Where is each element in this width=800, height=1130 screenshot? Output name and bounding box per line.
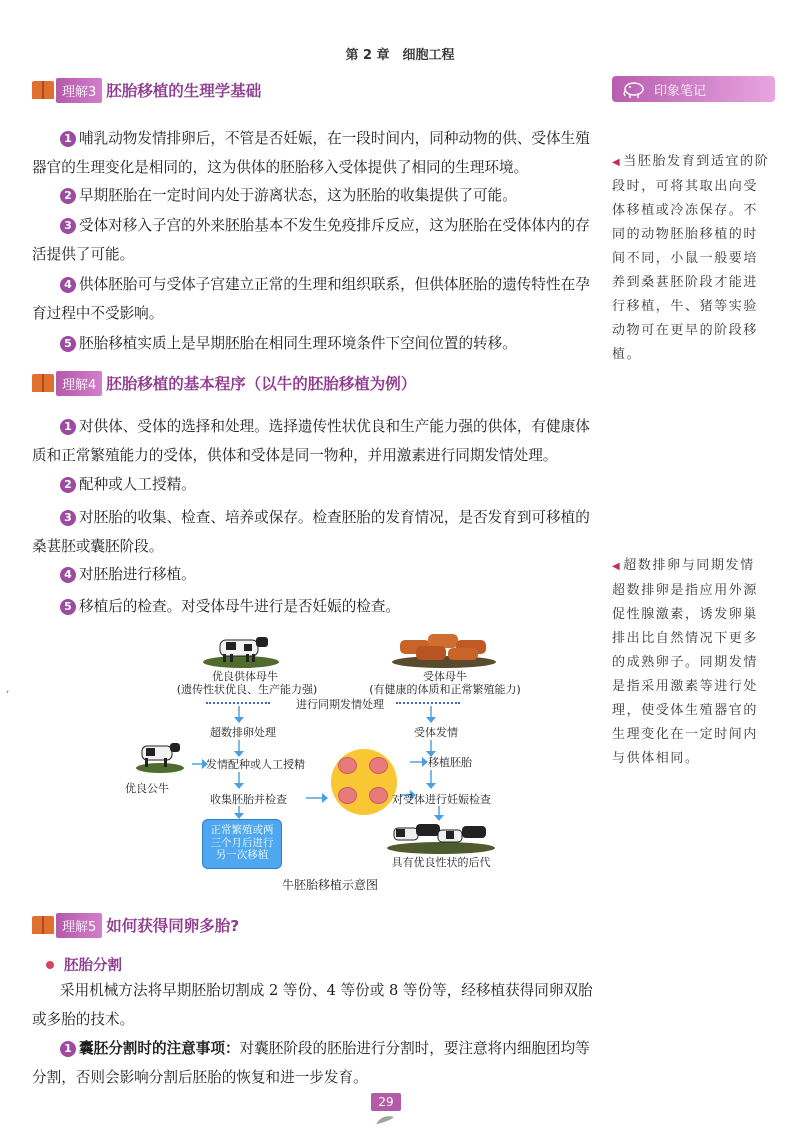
item-text: 哺乳动物发情排卵后，不管是否妊娠，在一段时间内，同种动物的供、受体生殖器官的生理变化是相同的，这为供体的胚胎移入受体提供了相同的生理环境。 bbox=[32, 130, 590, 176]
embryo-transfer-diagram bbox=[125, 628, 521, 896]
bull-label: 优良公牛 bbox=[125, 782, 169, 795]
arrow-down bbox=[238, 772, 240, 784]
arrow-down bbox=[238, 740, 240, 752]
arrow-down bbox=[238, 806, 240, 814]
section-title: 胚胎移植的生理学基础 bbox=[106, 82, 262, 100]
note-title-text: 超数排卵与同期发情 bbox=[623, 558, 755, 573]
donor-label: 优良供体母牛 bbox=[212, 670, 278, 683]
item-bold-lead: 囊胚分割时的注意事项： bbox=[79, 1040, 240, 1057]
recipient-estrus-label: 受体发情 bbox=[414, 726, 458, 739]
notes-header bbox=[612, 76, 775, 102]
bull-image bbox=[134, 738, 186, 774]
number-badge: 1 bbox=[60, 1041, 76, 1057]
section-heading-3 bbox=[32, 78, 261, 102]
arrow-right bbox=[410, 761, 422, 763]
elephant-icon bbox=[622, 80, 646, 98]
s3-item-5 bbox=[32, 329, 602, 358]
section-tag: 理解4 bbox=[56, 371, 102, 396]
triangle-marker-icon: ◀ bbox=[612, 157, 622, 168]
embryo bbox=[369, 787, 388, 804]
s3-item-2 bbox=[32, 181, 602, 210]
chapter-header: 第 2 章 细胞工程 bbox=[345, 48, 455, 63]
book-icon bbox=[32, 916, 54, 934]
s4-item-3 bbox=[32, 503, 602, 561]
item-text: 对胚胎的收集、检查、培养或保存。检查胚胎的发育情况，是否发育到可移植的桑葚胚或囊胚阶段。 bbox=[32, 509, 590, 555]
sync-dotted-line-left bbox=[206, 702, 270, 705]
embryo bbox=[338, 787, 357, 804]
diagram-caption: 牛胚胎移植示意图 bbox=[281, 878, 378, 892]
note-text: 当胚胎发育到适宜的阶段时，可将其取出向受体移植或冷冻保存。不同的动物胚胎移植的时间不同，小鼠一般要培养到桑葚胚阶段才能进行移植，牛、猪等实验动物可在更早的阶段移植。 bbox=[612, 154, 770, 362]
item-text: 移植后的检查。对受体母牛进行是否妊娠的检查。 bbox=[79, 598, 401, 615]
stray-mark: , bbox=[6, 682, 10, 695]
item-text: 胚胎移植实质上是早期胚胎在相同生理环境条件下空间位置的转移。 bbox=[79, 335, 517, 352]
s3-item-4 bbox=[32, 270, 602, 328]
section-heading-5 bbox=[32, 913, 239, 937]
item-text: 早期胚胎在一定时间内处于游离状态，这为胚胎的收集提供了可能。 bbox=[79, 187, 517, 204]
s4-item-1 bbox=[32, 412, 602, 470]
number-badge: 3 bbox=[60, 218, 76, 234]
section-tag: 理解5 bbox=[56, 913, 102, 938]
s3-item-1 bbox=[32, 124, 602, 182]
arrow-down bbox=[430, 740, 432, 752]
book-icon bbox=[32, 374, 54, 392]
number-badge: 3 bbox=[60, 510, 76, 526]
recipient-label: 受体母牛 bbox=[423, 670, 467, 683]
item-text: 受体对移入子宫的外来胚胎基本不发生免疫排斥反应，这为胚胎在受体体内的存活提供了可能。 bbox=[32, 217, 590, 263]
number-badge: 2 bbox=[60, 188, 76, 204]
sidebar-note-1 bbox=[612, 150, 772, 367]
note-title bbox=[612, 554, 772, 579]
mating-label: 发情配种或人工授精 bbox=[206, 758, 305, 771]
embryo bbox=[369, 757, 388, 774]
s4-item-5 bbox=[32, 592, 602, 621]
s4-item-4 bbox=[32, 560, 602, 589]
collect-label: 收集胚胎并检查 bbox=[210, 793, 287, 806]
offspring-label: 具有优良性状的后代 bbox=[391, 856, 491, 869]
number-badge: 5 bbox=[60, 336, 76, 352]
notes-title: 印象笔记 bbox=[654, 83, 707, 99]
number-badge: 1 bbox=[60, 131, 76, 147]
number-badge: 2 bbox=[60, 477, 76, 493]
subhead-embryo-splitting bbox=[46, 954, 122, 975]
arrow-right bbox=[306, 797, 322, 799]
arrow-down bbox=[430, 706, 432, 718]
footer-leaf-icon bbox=[374, 1114, 396, 1126]
donor-cow-image bbox=[202, 630, 280, 668]
repeat-transfer-box: 正常繁殖或两 三个月后进行 另一次移植 bbox=[202, 819, 282, 869]
section-tag: 理解3 bbox=[56, 78, 102, 103]
donor-sub-label: (遗传性状优良、生产能力强) bbox=[176, 683, 318, 696]
embryo bbox=[338, 757, 357, 774]
recipient-cows-image bbox=[392, 628, 496, 668]
item-text: 配种或人工授精。 bbox=[79, 476, 196, 493]
embryo-dish bbox=[331, 749, 397, 815]
arrow-down bbox=[238, 706, 240, 718]
arrow-down bbox=[430, 770, 432, 784]
s5-paragraph: 采用机械方法将早期胚胎切割成 2 等份、4 等份或 8 等份等，经移植获得同卵双胎或多胎的技术。 bbox=[32, 982, 593, 1028]
s5-item-1 bbox=[32, 1034, 602, 1092]
arrow-right bbox=[192, 763, 202, 765]
item-text: 对供体、受体的选择和处理。选择遗传性状优良和生产能力强的供体，有健康体质和正常繁殖能力的受体，供体和受体是同一物种，并用激素进行同期发情处理。 bbox=[32, 418, 590, 464]
section-title: 胚胎移植的基本程序（以牛的胚胎移植为例） bbox=[106, 375, 417, 393]
section-title: 如何获得同卵多胎? bbox=[106, 917, 240, 935]
s4-item-2 bbox=[32, 470, 602, 499]
sync-label: 进行同期发情处理 bbox=[296, 698, 384, 711]
pregnancy-check-label: 对受体进行妊娠检查 bbox=[392, 793, 491, 806]
item-text: 供体胚胎可与受体子宫建立正常的生理和组织联系，但供体胚胎的遗传特性在孕育过程中不受影响。 bbox=[32, 276, 590, 322]
triangle-marker-icon: ◀ bbox=[612, 561, 622, 572]
number-badge: 4 bbox=[60, 277, 76, 293]
sync-dotted-line-right bbox=[396, 702, 460, 705]
arrow-down bbox=[438, 806, 440, 816]
page-number: 29 bbox=[371, 1093, 401, 1111]
number-badge: 1 bbox=[60, 419, 76, 435]
section-heading-4 bbox=[32, 371, 416, 395]
bullet-dot-icon bbox=[46, 961, 54, 969]
item-text: 对胚胎进行移植。 bbox=[79, 566, 196, 583]
note-text: 超数排卵是指应用外源促性腺激素，诱发卵巢排出比自然情况下更多的成熟卵子。同期发情是指采用激素等进行处理，使受体生殖器官的生理变化在一定时间内与供体相同。 bbox=[612, 583, 759, 766]
transplant-label: 移植胚胎 bbox=[428, 756, 472, 769]
superovulation-label: 超数排卵处理 bbox=[210, 726, 276, 739]
book-icon bbox=[32, 81, 54, 99]
subhead-text: 胚胎分割 bbox=[64, 958, 122, 974]
number-badge: 5 bbox=[60, 599, 76, 615]
item-text: 对囊胚阶段的胚胎进行分割时，要注意将内细胞团均等分割，否则会影响分割后胚胎的恢复和进一步发育。 bbox=[32, 1040, 590, 1086]
s3-item-3 bbox=[32, 211, 602, 269]
offspring-cows-image bbox=[386, 818, 496, 854]
sidebar-note-2 bbox=[612, 554, 772, 771]
number-badge: 4 bbox=[60, 567, 76, 583]
recipient-sub-label: (有健康的体质和正常繁殖能力) bbox=[369, 683, 521, 696]
